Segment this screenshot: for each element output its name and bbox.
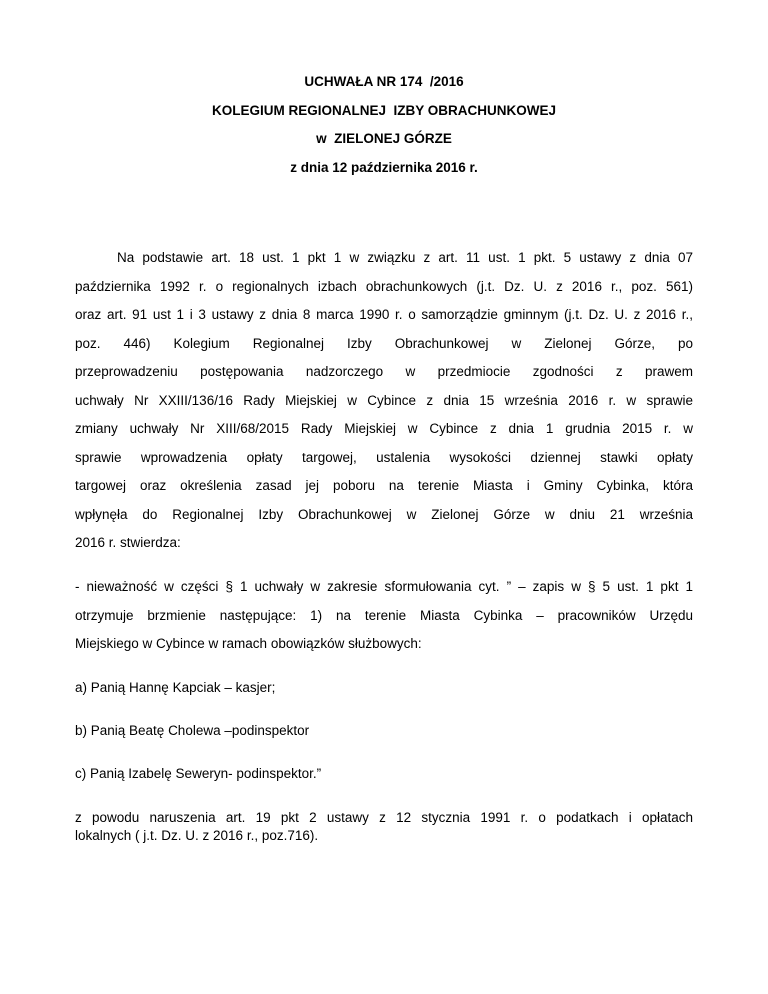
paragraph-line: października 1992 r. o regionalnych izbach obrachunkowych (j.t. Dz. U. z 2016 r., poz. 561) bbox=[75, 279, 693, 294]
paragraph-line: poz. 446) Kolegium Regionalnej Izby Obrachunkowej w Zielonej Górze, po bbox=[75, 336, 693, 351]
paragraph-line: Miejskiego w Cybince w ramach obowiązków służbowych: bbox=[75, 636, 422, 651]
paragraph-line: zmiany uchwały Nr XIII/68/2015 Rady Miejskiej w Cybince z dnia 1 grudnia 2015 r. w bbox=[75, 421, 693, 436]
resolution-date: z dnia 12 października 2016 r. bbox=[290, 160, 478, 175]
paragraph-line: lokalnych ( j.t. Dz. U. z 2016 r., poz.716). bbox=[75, 828, 319, 843]
issuing-body: KOLEGIUM REGIONALNEJ IZBY OBRACHUNKOWEJ bbox=[211, 103, 557, 118]
list-item: a) Panią Hannę Kapciak – kasjer; bbox=[75, 680, 276, 695]
paragraph-line: wpłynęła do Regionalnej Izby Obrachunkowej w Zielonej Górze w dniu 21 września bbox=[75, 507, 693, 522]
paragraph-line: Na podstawie art. 18 ust. 1 pkt 1 w związku z art. 11 ust. 1 pkt. 5 ustawy z dnia 07 bbox=[117, 250, 693, 265]
paragraph-line: uchwały Nr XXIII/136/16 Rady Miejskiej w Cybince z dnia 15 września 2016 r. w sprawie bbox=[75, 393, 693, 408]
issuing-body-location: w ZIELONEJ GÓRZE bbox=[316, 131, 452, 146]
paragraph-line: otrzymuje brzmienie następujące: 1) na terenie Miasta Cybinka – pracowników Urzędu bbox=[75, 608, 693, 623]
resolution-number: UCHWAŁA NR 174 /2016 bbox=[304, 74, 464, 89]
list-item: c) Panią Izabelę Seweryn- podinspektor.” bbox=[75, 766, 322, 781]
paragraph-line: z powodu naruszenia art. 19 pkt 2 ustawy z 12 stycznia 1991 r. o podatkach i opłatach bbox=[75, 810, 693, 825]
paragraph-line: - nieważność w części § 1 uchwały w zakresie sformułowania cyt. ” – zapis w § 5 ust. 1 pkt 1 bbox=[75, 579, 693, 594]
paragraph-line: 2016 r. stwierdza: bbox=[75, 535, 181, 550]
paragraph-line: targowej oraz określenia zasad jej poboru na terenie Miasta i Gminy Cybinka, która bbox=[75, 478, 693, 493]
paragraph-line: oraz art. 91 ust 1 i 3 ustawy z dnia 8 marca 1990 r. o samorządzie gminnym (j.t. Dz. U. z 2016 r., bbox=[75, 307, 693, 322]
paragraph-line: sprawie wprowadzenia opłaty targowej, ustalenia wysokości dziennej stawki opłaty bbox=[75, 450, 693, 465]
paragraph-line: przeprowadzeniu postępowania nadzorczego w przedmiocie zgodności z prawem bbox=[75, 364, 693, 379]
list-item: b) Panią Beatę Cholewa –podinspektor bbox=[75, 723, 310, 738]
